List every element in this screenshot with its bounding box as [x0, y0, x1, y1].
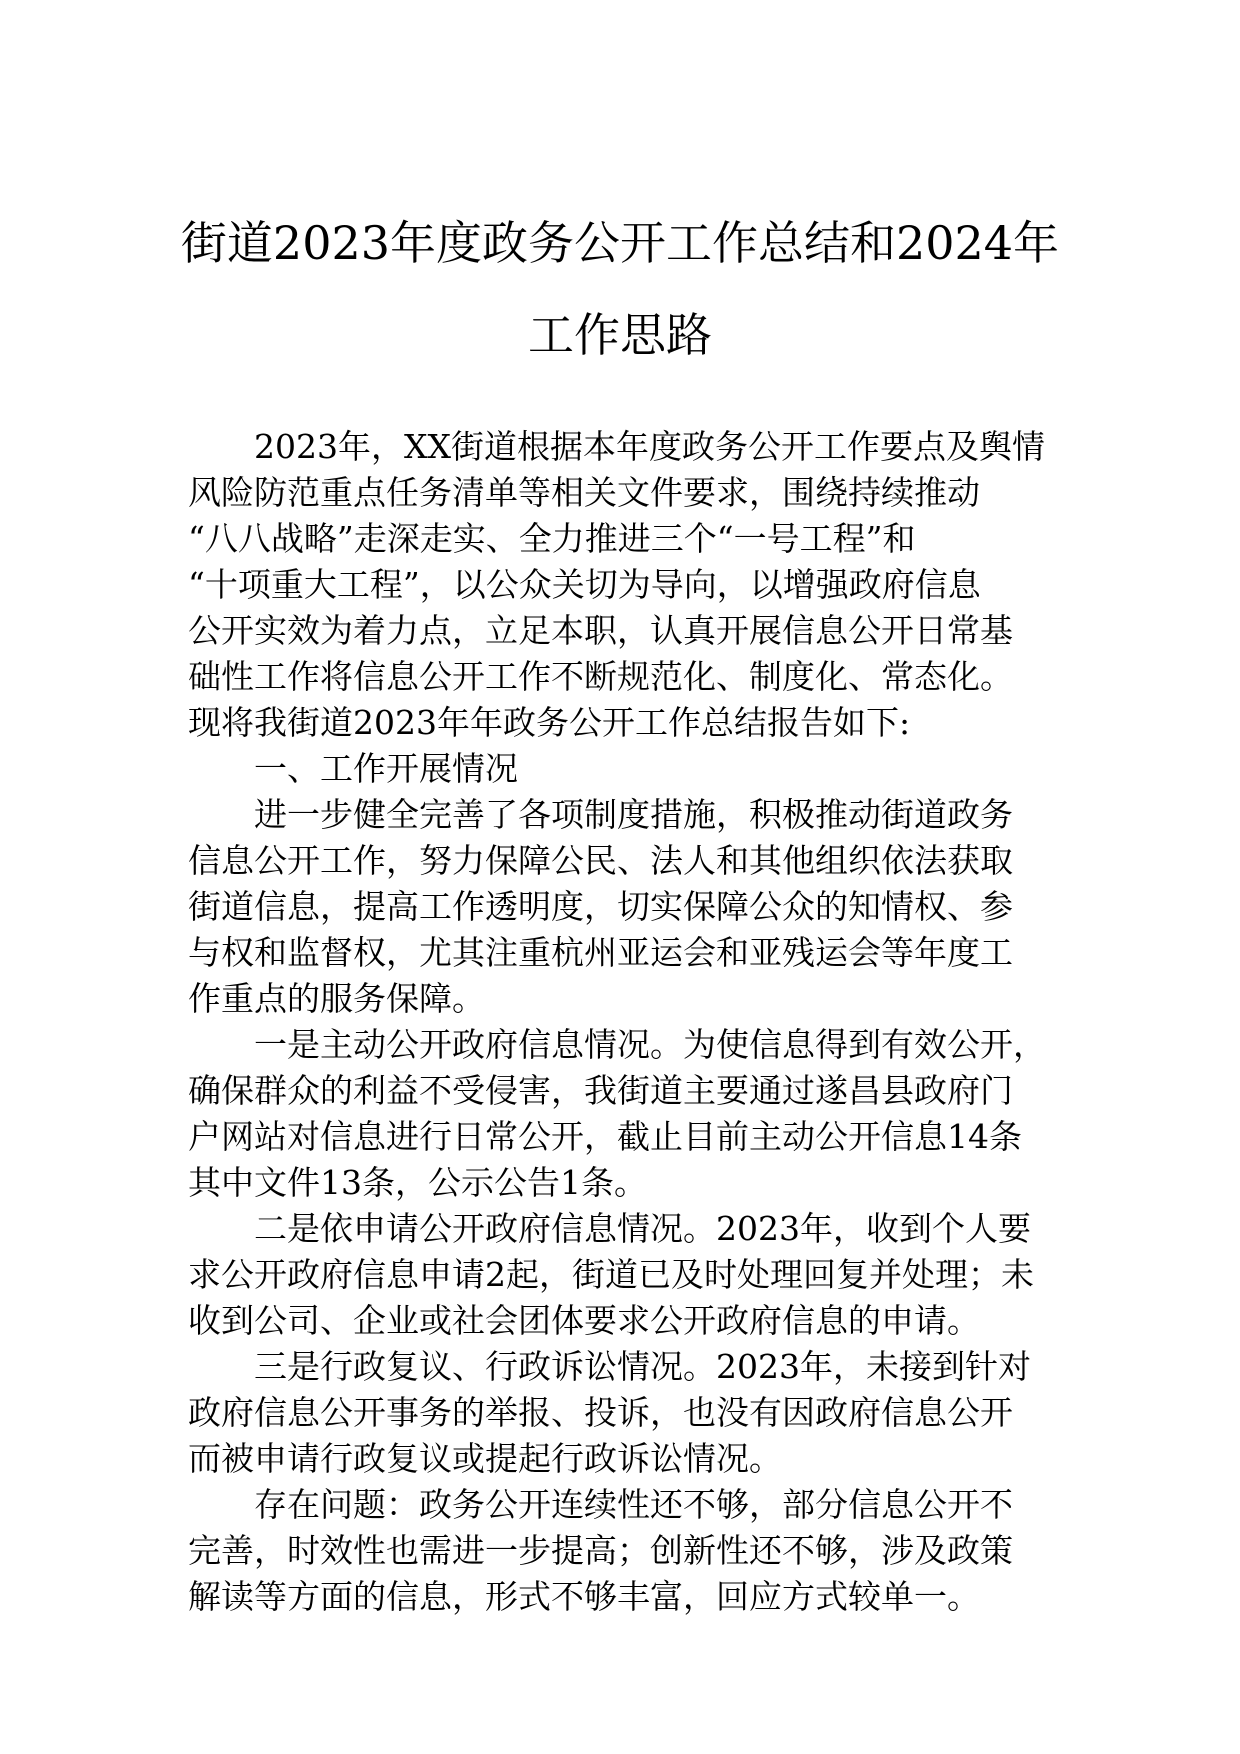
paragraph-review-line-1: 三是行政复议、行政诉讼情况。2023年，未接到针对	[254, 1347, 1031, 1386]
paragraph-request-line-1: 二是依申请公开政府信息情况。2023年，收到个人要	[254, 1209, 1031, 1248]
paragraph-review-line-2: 政府信息公开事务的举报、投诉，也没有因政府信息公开	[188, 1393, 1013, 1432]
document-title-line-2: 工作思路	[528, 308, 712, 362]
paragraph-review-line-3: 而被申请行政复议或提起行政诉讼情况。	[188, 1439, 782, 1478]
paragraph-overview-line-5: 作重点的服务保障。	[188, 979, 485, 1018]
paragraph-proactive-line-2: 确保群众的利益不受侵害，我街道主要通过遂昌县政府门	[188, 1071, 1013, 1110]
section-heading: 一、工作开展情况	[254, 749, 518, 788]
paragraph-intro-line-1: 2023年，XX街道根据本年度政务公开工作要点及舆情	[254, 427, 1045, 466]
paragraph-request-line-3: 收到公司、企业或社会团体要求公开政府信息的申请。	[188, 1301, 980, 1340]
paragraph-intro-line-5: 公开实效为着力点，立足本职，认真开展信息公开日常基	[188, 611, 1013, 650]
paragraph-intro-line-2: 风险防范重点任务清单等相关文件要求，围绕持续推动	[188, 473, 980, 512]
paragraph-proactive-line-3: 户网站对信息进行日常公开，截止目前主动公开信息14条	[188, 1117, 1022, 1156]
paragraph-overview-line-1: 进一步健全完善了各项制度措施，积极推动街道政务	[254, 795, 1013, 834]
document-title-line-1: 街道2023年度政务公开工作总结和2024年	[180, 216, 1060, 270]
paragraph-issues-line-2: 完善，时效性也需进一步提高；创新性还不够，涉及政策	[188, 1531, 1013, 1570]
paragraph-overview-line-2: 信息公开工作，努力保障公民、法人和其他组织依法获取	[188, 841, 1013, 880]
paragraph-proactive-line-1: 一是主动公开政府信息情况。为使信息得到有效公开，	[254, 1025, 1046, 1064]
paragraph-proactive-line-4: 其中文件13条，公示公告1条。	[188, 1163, 647, 1202]
paragraph-issues-line-1: 存在问题：政务公开连续性还不够，部分信息公开不	[254, 1485, 1013, 1524]
paragraph-intro-line-7: 现将我街道2023年年政务公开工作总结报告如下:	[188, 703, 911, 742]
paragraph-issues-line-3: 解读等方面的信息，形式不够丰富，回应方式较单一。	[188, 1577, 980, 1616]
paragraph-request-line-2: 求公开政府信息申请2起，街道已及时处理回复并处理；未	[188, 1255, 1034, 1294]
paragraph-intro-line-3: “八八战略”走深走实、全力推进三个“一号工程”和	[188, 519, 916, 558]
paragraph-overview-line-3: 街道信息，提高工作透明度，切实保障公众的知情权、参	[188, 887, 1013, 926]
paragraph-intro-line-6: 础性工作将信息公开工作不断规范化、制度化、常态化。	[188, 657, 1013, 696]
paragraph-overview-line-4: 与权和监督权，尤其注重杭州亚运会和亚残运会等年度工	[188, 933, 1013, 972]
document-body	[188, 424, 1068, 1620]
paragraph-intro-line-4: “十项重大工程”，以公众关切为导向，以增强政府信息	[188, 565, 981, 604]
